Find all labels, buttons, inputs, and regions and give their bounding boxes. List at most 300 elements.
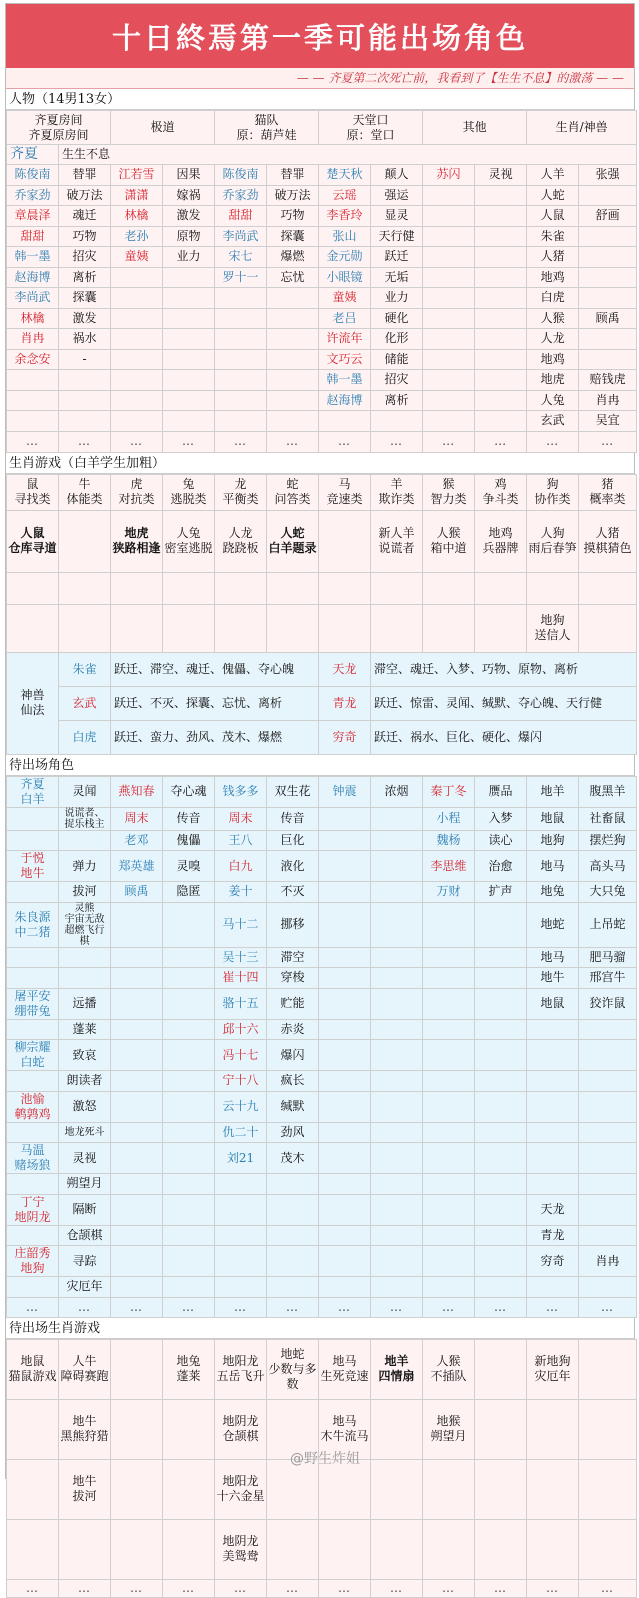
ability: 业力 xyxy=(371,288,423,309)
character-name xyxy=(7,370,59,391)
ability xyxy=(371,1194,423,1225)
ability: 离析 xyxy=(59,267,111,288)
zodiac-game-row xyxy=(7,510,637,572)
ability xyxy=(475,1174,527,1195)
character-name: 朱良源 中二猪 xyxy=(7,902,59,947)
character-name xyxy=(319,1225,371,1246)
character-name: 小眼镜 xyxy=(319,267,371,288)
character-row xyxy=(7,370,637,391)
ability: 探囊 xyxy=(59,288,111,309)
character-name: 李思维 xyxy=(423,851,475,882)
character-name xyxy=(7,968,59,989)
pending-game: 地阴龙 美鸳鸯 xyxy=(215,1519,267,1579)
character-name xyxy=(319,411,371,432)
pending-game: 人牛 障碍赛跑 xyxy=(59,1339,111,1399)
character-name: 郑英雄 xyxy=(111,851,163,882)
zodiac-game xyxy=(59,604,111,652)
zodiac-header: 蛇 问答类 xyxy=(267,474,319,510)
character-row xyxy=(7,288,637,309)
zodiac-game xyxy=(59,572,111,604)
character-name xyxy=(527,1174,579,1195)
ability: 招灾 xyxy=(371,370,423,391)
character-name xyxy=(111,390,163,411)
character-name xyxy=(7,1122,59,1143)
ability xyxy=(475,349,527,370)
ability xyxy=(59,968,111,989)
character-name xyxy=(319,1277,371,1298)
character-name: 童姨 xyxy=(319,288,371,309)
column-header: 生肖/神兽 xyxy=(527,111,637,145)
ability xyxy=(579,267,637,288)
character-name xyxy=(527,1040,579,1071)
pending-game xyxy=(579,1399,637,1459)
character-name: 云瑶 xyxy=(319,185,371,206)
character-name xyxy=(319,1174,371,1195)
beast-name: 穷奇 xyxy=(319,720,371,754)
character-name xyxy=(423,947,475,968)
character-name: 人兔 xyxy=(527,390,579,411)
character-name: 韩一墨 xyxy=(319,370,371,391)
pending-row xyxy=(7,1225,637,1246)
ability: 腹黑羊 xyxy=(579,776,637,807)
character-name xyxy=(7,1019,59,1040)
zodiac-game xyxy=(423,572,475,604)
character-name xyxy=(423,390,475,411)
zodiac-header-row xyxy=(7,474,637,510)
pending-row xyxy=(7,1143,637,1174)
ellipsis: … xyxy=(7,1297,59,1317)
zodiac-game-row xyxy=(7,604,637,652)
ability xyxy=(475,247,527,268)
ellipsis: … xyxy=(111,431,163,452)
pending-game xyxy=(579,1519,637,1579)
character-name: 人龙 xyxy=(527,329,579,350)
ability xyxy=(475,390,527,411)
character-name: 秦丁冬 xyxy=(423,776,475,807)
ability: 招灾 xyxy=(59,247,111,268)
ability: 天行健 xyxy=(371,226,423,247)
zodiac-game xyxy=(215,572,267,604)
character-name xyxy=(319,1019,371,1040)
ability: 邢宫牛 xyxy=(579,968,637,989)
ability: - xyxy=(59,349,111,370)
ability xyxy=(163,947,215,968)
ability xyxy=(267,288,319,309)
pending-game: 地鼠 猫鼠游戏 xyxy=(7,1339,59,1399)
pending-game xyxy=(475,1519,527,1579)
ability: 化形 xyxy=(371,329,423,350)
pending-game xyxy=(579,1459,637,1519)
ability xyxy=(371,988,423,1019)
character-row xyxy=(7,308,637,329)
ability xyxy=(267,329,319,350)
beast-skills: 滞空、魂迁、入梦、巧物、原物、离析 xyxy=(371,652,637,686)
pending-game xyxy=(7,1519,59,1579)
ability xyxy=(163,1143,215,1174)
character-name xyxy=(111,1225,163,1246)
character-name xyxy=(423,288,475,309)
ability: 浓烟 xyxy=(371,776,423,807)
zodiac-game: 地虎 狭路相逢 xyxy=(111,510,163,572)
character-name xyxy=(215,1194,267,1225)
pending-game xyxy=(527,1459,579,1519)
character-row xyxy=(7,226,637,247)
character-name xyxy=(319,1071,371,1092)
zodiac-game xyxy=(371,604,423,652)
character-name xyxy=(319,902,371,947)
character-name: 人羊 xyxy=(527,165,579,186)
ability: 灵视 xyxy=(475,165,527,186)
pending-game xyxy=(423,1459,475,1519)
pending-row xyxy=(7,1174,637,1195)
ability: 赔钱虎 xyxy=(579,370,637,391)
ability xyxy=(579,1277,637,1298)
ability: 蓬莱 xyxy=(59,1019,111,1040)
ability: 贮能 xyxy=(267,988,319,1019)
ability xyxy=(475,988,527,1019)
pending-game xyxy=(527,1519,579,1579)
ellipsis: … xyxy=(267,1297,319,1317)
character-name xyxy=(423,308,475,329)
character-name: 白九 xyxy=(215,851,267,882)
ability xyxy=(371,1246,423,1277)
ability xyxy=(475,1019,527,1040)
ability: 狡诈鼠 xyxy=(579,988,637,1019)
character-name: 人猪 xyxy=(527,247,579,268)
ability xyxy=(163,370,215,391)
character-name xyxy=(7,882,59,903)
ability: 大只兔 xyxy=(579,882,637,903)
ellipsis: … xyxy=(267,1579,319,1597)
character-name: 王八 xyxy=(215,830,267,851)
character-name xyxy=(319,807,371,830)
character-name: 李香玲 xyxy=(319,206,371,227)
ability: 高头马 xyxy=(579,851,637,882)
ability xyxy=(163,411,215,432)
character-name xyxy=(319,851,371,882)
ability xyxy=(371,1040,423,1071)
character-name xyxy=(111,1122,163,1143)
ability: 舒画 xyxy=(579,206,637,227)
pending-table xyxy=(6,776,637,1318)
ability xyxy=(579,1091,637,1122)
ability xyxy=(371,1143,423,1174)
zodiac-game xyxy=(111,604,163,652)
character-name xyxy=(215,1225,267,1246)
character-name xyxy=(527,1122,579,1143)
ability: 巨化 xyxy=(267,830,319,851)
ability: 仓颉棋 xyxy=(59,1225,111,1246)
character-name: 许流年 xyxy=(319,329,371,350)
ability xyxy=(163,1040,215,1071)
character-name: 地马 xyxy=(527,851,579,882)
character-name xyxy=(111,308,163,329)
character-name: 邱十六 xyxy=(215,1019,267,1040)
pending-row xyxy=(7,1040,637,1071)
character-name: 齐夏 白羊 xyxy=(7,776,59,807)
ability: 赝品 xyxy=(475,776,527,807)
ellipsis-row xyxy=(7,1579,637,1597)
zodiac-header: 兔 逃脱类 xyxy=(163,474,215,510)
ability: 不灭 xyxy=(267,882,319,903)
character-row xyxy=(7,165,637,186)
ability xyxy=(371,807,423,830)
ability xyxy=(475,288,527,309)
ability xyxy=(579,288,637,309)
pending-game: 地羊 四情扇 xyxy=(371,1339,423,1399)
ability: 弹力 xyxy=(59,851,111,882)
pending-game: 地马 木牛流马 xyxy=(319,1399,371,1459)
character-name: 钟震 xyxy=(319,776,371,807)
character-name: 章晨泽 xyxy=(7,206,59,227)
pending-game xyxy=(319,1519,371,1579)
zodiac-game xyxy=(371,572,423,604)
watermark: @野生炸姐 xyxy=(290,1451,360,1467)
ability xyxy=(163,390,215,411)
character-name: 丁宁 地阴龙 xyxy=(7,1194,59,1225)
ability xyxy=(579,1143,637,1174)
character-name xyxy=(7,1071,59,1092)
ability: 忘忧 xyxy=(267,267,319,288)
pending-row xyxy=(7,851,637,882)
character-name xyxy=(527,1143,579,1174)
ability xyxy=(267,1174,319,1195)
pending-game: 地兔 蓬莱 xyxy=(163,1339,215,1399)
character-name: 李尚武 xyxy=(215,226,267,247)
character-name xyxy=(7,1277,59,1298)
title-banner xyxy=(6,4,634,68)
beast-name: 玄武 xyxy=(59,686,111,720)
pending-game xyxy=(371,1399,423,1459)
character-name: 地兔 xyxy=(527,882,579,903)
ability xyxy=(475,947,527,968)
pending-game xyxy=(527,1399,579,1459)
character-name xyxy=(319,830,371,851)
section-zodiac-games: 生肖游戏（白羊学生加粗） xyxy=(6,453,634,474)
pending-game: 地马 生死竞速 xyxy=(319,1339,371,1399)
ability: 顾禹 xyxy=(579,308,637,329)
ability: 扩声 xyxy=(475,882,527,903)
character-name xyxy=(7,411,59,432)
character-name xyxy=(111,947,163,968)
pending-game: 地牛 黑熊狩猎 xyxy=(59,1399,111,1459)
pending-game xyxy=(111,1399,163,1459)
character-name xyxy=(423,1122,475,1143)
ability xyxy=(475,329,527,350)
ability xyxy=(579,1122,637,1143)
ellipsis: … xyxy=(423,431,475,452)
character-name: 青龙 xyxy=(527,1225,579,1246)
ability xyxy=(371,1225,423,1246)
character-row xyxy=(7,349,637,370)
ability xyxy=(579,1174,637,1195)
ability: 疯长 xyxy=(267,1071,319,1092)
character-name: 人蛇 xyxy=(527,185,579,206)
ability xyxy=(163,988,215,1019)
character-name xyxy=(319,947,371,968)
column-header: 极道 xyxy=(111,111,215,145)
character-name xyxy=(319,1246,371,1277)
pending-row xyxy=(7,1122,637,1143)
character-name: 老吕 xyxy=(319,308,371,329)
ability: 拔河 xyxy=(59,882,111,903)
zodiac-game: 人猪 摸棋猜色 xyxy=(579,510,637,572)
character-name xyxy=(7,1225,59,1246)
character-name xyxy=(423,206,475,227)
ellipsis: … xyxy=(215,431,267,452)
character-name: 冯十七 xyxy=(215,1040,267,1071)
pending-game xyxy=(475,1459,527,1519)
zodiac-header: 牛 体能类 xyxy=(59,474,111,510)
ellipsis: … xyxy=(423,1297,475,1317)
character-name xyxy=(423,1225,475,1246)
zodiac-header: 羊 欺诈类 xyxy=(371,474,423,510)
ability xyxy=(579,349,637,370)
ability xyxy=(371,968,423,989)
ability xyxy=(579,1071,637,1092)
ability xyxy=(475,902,527,947)
pending-row xyxy=(7,988,637,1019)
character-name: 赵海博 xyxy=(7,267,59,288)
zodiac-game xyxy=(163,604,215,652)
ability xyxy=(163,1225,215,1246)
ability: 灵熊 宇宙无敌 超燃飞行棋 xyxy=(59,902,111,947)
pending-row xyxy=(7,968,637,989)
pending-row xyxy=(7,1019,637,1040)
character-name: 万财 xyxy=(423,882,475,903)
character-name xyxy=(215,1277,267,1298)
pending-row xyxy=(7,902,637,947)
character-name xyxy=(7,947,59,968)
ability xyxy=(163,1174,215,1195)
ability: 灵闻 xyxy=(59,776,111,807)
character-name: 燕知春 xyxy=(111,776,163,807)
beast-name: 天龙 xyxy=(319,652,371,686)
character-name xyxy=(319,1091,371,1122)
ability: 激发 xyxy=(59,308,111,329)
ability: 肖冉 xyxy=(579,390,637,411)
shenshou-row xyxy=(7,652,637,686)
character-name xyxy=(111,267,163,288)
ellipsis: … xyxy=(423,1579,475,1597)
character-name xyxy=(423,1040,475,1071)
ability: 嫁祸 xyxy=(163,185,215,206)
ability xyxy=(163,1246,215,1277)
zodiac-game: 人狗 雨后春笋 xyxy=(527,510,579,572)
ability: 社畜鼠 xyxy=(579,807,637,830)
character-row xyxy=(7,411,637,432)
zodiac-game xyxy=(163,572,215,604)
ability: 读心 xyxy=(475,830,527,851)
ability xyxy=(163,968,215,989)
character-name: 地鼠 xyxy=(527,807,579,830)
ellipsis: … xyxy=(111,1579,163,1597)
character-name: 罗十一 xyxy=(215,267,267,288)
ability: 灵嗅 xyxy=(163,851,215,882)
ability xyxy=(163,1019,215,1040)
ability xyxy=(475,1040,527,1071)
character-name: 马十二 xyxy=(215,902,267,947)
zodiac-game xyxy=(59,510,111,572)
pending-row xyxy=(7,882,637,903)
ability xyxy=(371,902,423,947)
character-name: 甜甜 xyxy=(7,226,59,247)
pending-game xyxy=(319,1459,371,1519)
character-name: 乔家劲 xyxy=(7,185,59,206)
character-name: 骆十五 xyxy=(215,988,267,1019)
ability: 寻踪 xyxy=(59,1246,111,1277)
ability: 魂迁 xyxy=(59,206,111,227)
ability xyxy=(267,1225,319,1246)
ability: 摆烂狗 xyxy=(579,830,637,851)
pending-game xyxy=(267,1519,319,1579)
character-name: 林檎 xyxy=(7,308,59,329)
ellipsis: … xyxy=(215,1297,267,1317)
character-row xyxy=(7,206,637,227)
zodiac-game xyxy=(319,510,371,572)
character-name xyxy=(423,329,475,350)
ability xyxy=(475,370,527,391)
character-name: 天龙 xyxy=(527,1194,579,1225)
character-name: 甜甜 xyxy=(215,206,267,227)
ellipsis: … xyxy=(475,1297,527,1317)
character-name xyxy=(215,411,267,432)
character-name: 地鸡 xyxy=(527,349,579,370)
character-name: 张山 xyxy=(319,226,371,247)
pending-game xyxy=(371,1519,423,1579)
character-name xyxy=(111,1246,163,1277)
character-name: 林檎 xyxy=(111,206,163,227)
zodiac-game: 新人羊 说谎者 xyxy=(371,510,423,572)
pending-game xyxy=(7,1399,59,1459)
ability xyxy=(163,1277,215,1298)
ability xyxy=(163,267,215,288)
ability xyxy=(475,206,527,227)
ability xyxy=(475,226,527,247)
ellipsis: … xyxy=(59,431,111,452)
ability xyxy=(579,185,637,206)
ability: 张强 xyxy=(579,165,637,186)
pending-game xyxy=(475,1399,527,1459)
zodiac-game: 人龙 跷跷板 xyxy=(215,510,267,572)
ability xyxy=(371,1091,423,1122)
character-name xyxy=(111,968,163,989)
character-name xyxy=(423,988,475,1019)
ability: 替罪 xyxy=(59,165,111,186)
character-name: 地鼠 xyxy=(527,988,579,1019)
character-name xyxy=(215,1174,267,1195)
ability xyxy=(371,1174,423,1195)
character-name: 地狗 xyxy=(527,830,579,851)
ability: 治愈 xyxy=(475,851,527,882)
pending-row xyxy=(7,1091,637,1122)
character-name: 老邓 xyxy=(111,830,163,851)
ability xyxy=(475,1091,527,1122)
ability: 致哀 xyxy=(59,1040,111,1071)
character-name xyxy=(319,968,371,989)
pending-game xyxy=(111,1339,163,1399)
ability xyxy=(267,349,319,370)
ability xyxy=(475,968,527,989)
character-name xyxy=(111,1091,163,1122)
character-name xyxy=(423,1246,475,1277)
ability xyxy=(267,370,319,391)
pending-game xyxy=(267,1459,319,1519)
ability: 巧物 xyxy=(59,226,111,247)
character-name xyxy=(7,390,59,411)
ability: 硬化 xyxy=(371,308,423,329)
zodiac-game xyxy=(423,604,475,652)
